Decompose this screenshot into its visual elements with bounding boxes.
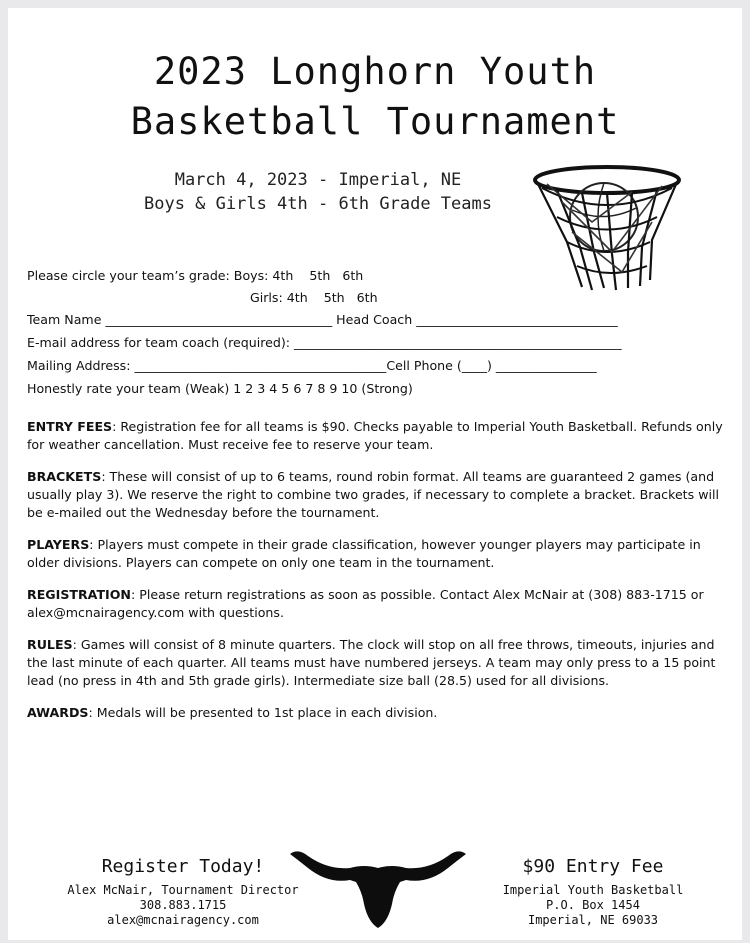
basketball-hoop-icon bbox=[532, 162, 682, 292]
team-name-field[interactable]: Team Name ____________________________________ Head Coach ________________________________ bbox=[27, 312, 618, 327]
footer-contact bbox=[48, 856, 318, 928]
director-email: alex@mcnairagency.com bbox=[107, 913, 259, 927]
footer-payment bbox=[478, 856, 708, 928]
director-phone: 308.883.1715 bbox=[139, 898, 227, 912]
title-line-1: 2023 Longhorn Youth bbox=[153, 50, 597, 93]
payee-city: Imperial, NE 69033 bbox=[527, 913, 659, 927]
date-location: March 4, 2023 - Imperial, NE bbox=[174, 170, 462, 190]
mailing-address-field[interactable]: Mailing Address: ________________________________________Cell Phone (____) ________________ bbox=[27, 358, 597, 373]
email-field[interactable]: E-mail address for team coach (required): ____________________________________________________ bbox=[27, 335, 622, 350]
section-entry-fees: ENTRY FEES: Registration fee for all teams is $90. Checks payable to Imperial Youth Basketball. Refunds only for weather cancellation. Must receive fee to reserve your team. bbox=[27, 419, 723, 452]
section-players: PLAYERS: Players must compete in their grade classification, however younger players may participate in older divisions. Players can compete on only one team in the tournament. bbox=[27, 537, 701, 570]
grade-prompt-boys: Please circle your team’s grade: Boys: 4th 5th 6th bbox=[27, 268, 364, 283]
section-rules: RULES: Games will consist of 8 minute quarters. The clock will stop on all free throws, timeouts, injuries and the last minute of each quarter. All teams must have numbered jerseys. A team may only press to a 15 point lead (no press in 4th and 5th grade girls). Intermediate size ball (28.5) used for all divisions. bbox=[27, 637, 716, 688]
section-registration: REGISTRATION: Please return registrations as soon as possible. Contact Alex McNair at (308) 883-1715 or alex@mcnairagency.com with questions. bbox=[27, 587, 704, 620]
entry-fee-heading: $90 Entry Fee bbox=[522, 856, 664, 877]
girls-6th-option[interactable]: 6th bbox=[356, 290, 378, 305]
team-rating-field[interactable]: Honestly rate your team (Weak) 1 2 3 4 5 6 7 8 9 10 (Strong) bbox=[27, 381, 413, 396]
divisions: Boys & Girls 4th - 6th Grade Teams bbox=[144, 194, 492, 214]
boys-6th-option[interactable]: 6th bbox=[342, 268, 364, 283]
boys-5th-option[interactable]: 5th bbox=[309, 268, 331, 283]
section-brackets: BRACKETS: These will consist of up to 6 teams, round robin format. All teams are guaranteed 2 games (and usually play 3). We reserve the right to combine two grades, if necessary to complete a bracket. Brackets will be e-mailed out the Wednesday before the tournament. bbox=[27, 469, 719, 520]
director-name: Alex McNair, Tournament Director bbox=[67, 883, 299, 897]
girls-5th-option[interactable]: 5th bbox=[323, 290, 345, 305]
longhorn-icon bbox=[288, 846, 468, 931]
tournament-info bbox=[27, 418, 727, 736]
grade-prompt-girls: Girls: 4th 5th 6th bbox=[250, 290, 378, 305]
title-line-2: Basketball Tournament bbox=[130, 100, 620, 143]
payee-po-box: P.O. Box 1454 bbox=[546, 898, 640, 912]
section-awards: AWARDS: Medals will be presented to 1st place in each division. bbox=[27, 705, 438, 720]
payee-name: Imperial Youth Basketball bbox=[502, 883, 684, 897]
register-today-heading: Register Today! bbox=[101, 856, 265, 877]
flyer-page bbox=[8, 8, 742, 940]
